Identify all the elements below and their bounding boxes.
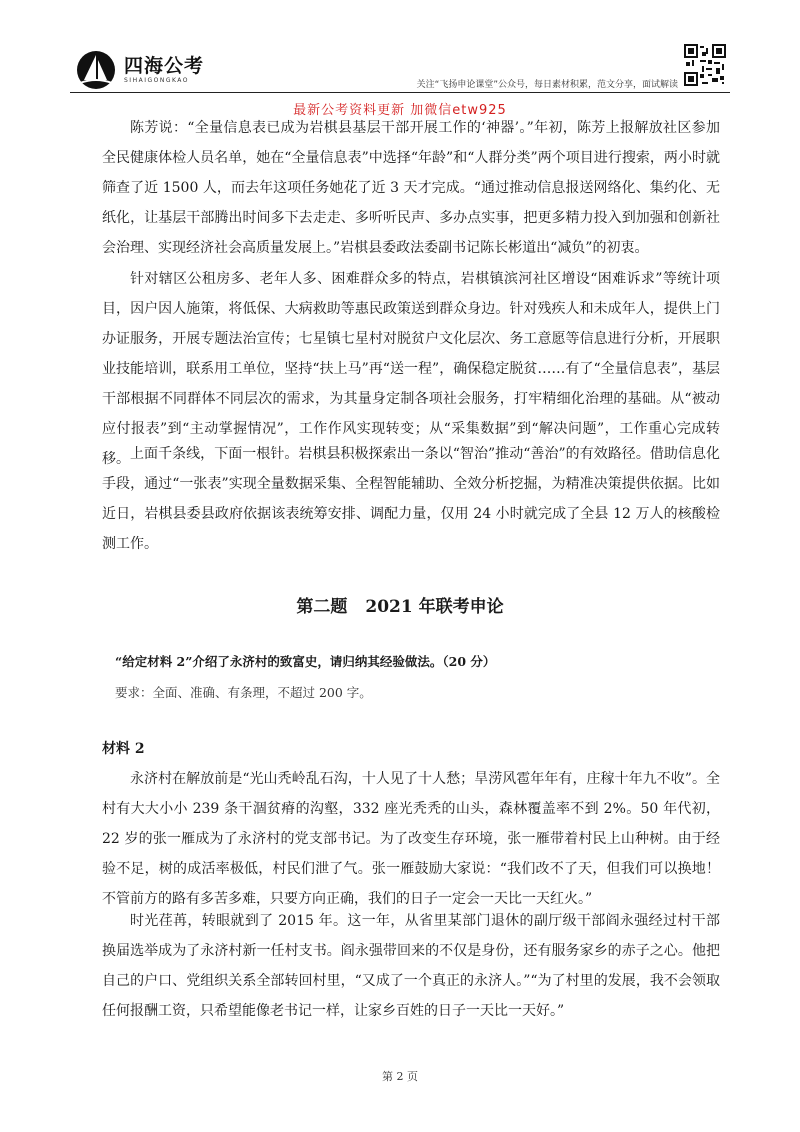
qr-code-icon bbox=[684, 44, 726, 86]
material-title: 材料 2 bbox=[102, 741, 145, 757]
material-paragraph-1: 永济村在解放前是“光山秃岭乱石沟，十人见了十人愁；旱涝风雹年年有，庄稼十年九不收”。全村有大大小小 239 条干涸贫瘠的沟壑，332 座光秃秃的山头，森林覆盖率不到 2%。50 年代初，22 岁的张一雁成为了永济村的党支部书记。为了改变生存环境，张一雁带着村民上山种树。由于经验不足，树的成活率极低，村民们泄了气。张一雁鼓励大家说：“我们改不了天，但我们可以换地！不管前方的路有多苦多难，只要方向正确，我们的日子一定会一天比一天红火。” bbox=[102, 771, 720, 907]
body-paragraph-3: 上面千条线，下面一根针。岩棋县积极探索出一条以“智治”推动“善治”的有效路径。借助信息化手段，通过“一张表”实现全量数据采集、全程智能辅助、全效分析挖掘，为精准决策提供依据。比如近日，岩棋县委县政府依据该表统筹安排、调配力量，仅用 24 小时就完成了全县 12 万人的核酸检测工作。 bbox=[102, 446, 720, 552]
section-heading bbox=[0, 592, 800, 617]
question-prompt: “给定材料 2”介绍了永济村的致富史，请归纳其经验做法。（20 分） bbox=[115, 654, 496, 669]
brand-logo bbox=[74, 50, 204, 90]
logo-title: 四海公考 bbox=[124, 55, 205, 77]
material-paragraph-2: 时光荏苒，转眼就到了 2015 年。这一年，从省里某部门退休的副厅级干部阎永强经过村干部换届选举成为了永济村新一任村支书。阎永强带回来的不仅是身份，还有服务家乡的赤子之心。他把自己的户口、党组织关系全部转回村里，“又成了一个真正的永济人。”“为了村里的发展，我不会领取任何报酬工资，只希望能像老书记一样，让家乡百姓的日子一天比一天好。” bbox=[102, 913, 720, 1019]
header-divider bbox=[70, 92, 730, 93]
question-requirement: 要求：全面、准确、有条理，不超过 200 字。 bbox=[115, 685, 372, 700]
sailboat-logo-icon bbox=[74, 50, 118, 90]
body-paragraph-1: 陈芳说：“全量信息表已成为岩棋县基层干部开展工作的‘神器’。”年初，陈芳上报解放社区参加全民健康体检人员名单，她在“全量信息表”中选择“年龄”和“人群分类”两个项目进行搜索，两小时就筛查了近 1500 人，而去年这项任务她花了近 3 天才完成。“通过推动信息报送网络化、集约化、无纸化，让基层干部腾出时间多下去走走、多听听民声、多办点实事，把更多精力投入到加强和创新社会治理、实现经济社会高质量发展上。”岩棋县委政法委副书记陈长彬道出“减负”的初衷。 bbox=[102, 120, 720, 256]
section-title-exam: 2021 年联考申论 bbox=[365, 597, 504, 617]
watermark-text: 最新公考资料更新 加微信etw925 bbox=[293, 103, 507, 118]
logo-subtitle: SIHAIGONGKAO bbox=[124, 77, 190, 84]
page-number: 第 2 页 bbox=[382, 1070, 418, 1083]
page-header bbox=[70, 40, 730, 92]
body-paragraph-2: 针对辖区公租房多、老年人多、困难群众多的特点，岩棋镇滨河社区增设“困难诉求”等统计项目，因户因人施策，将低保、大病救助等惠民政策送到群众身边。针对残疾人和未成年人，提供上门办证服务，开展专题法治宣传；七星镇七星村对脱贫户文化层次、务工意愿等信息进行分析，开展职业技能培训，联系用工单位，坚持“扶上马”再“送一程”，确保稳定脱贫……有了“全量信息表”，基层干部根据不同群体不同层次的需求，为其量身定制各项社会服务，打牢精细化治理的基础。从“被动应付报表”到“主动掌握情况”，工作作风实现转变；从“采集数据”到“解决问题”，工作重心完成转移。 bbox=[102, 271, 720, 467]
section-title-number: 第二题 bbox=[296, 597, 348, 617]
header-slogan: 关注“飞扬申论课堂”公众号，每日素材积累，范文分享，面试解读 bbox=[416, 80, 678, 90]
